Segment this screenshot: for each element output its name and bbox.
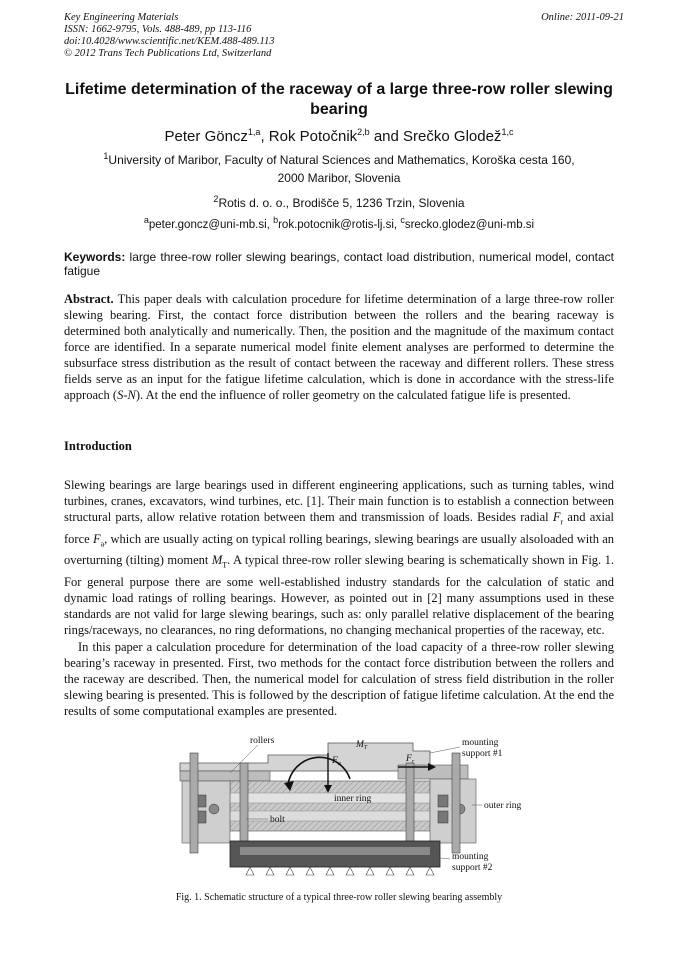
roller	[209, 804, 219, 814]
abstract-label: Abstract.	[64, 292, 114, 306]
bolt	[190, 753, 198, 853]
keywords-label: Keywords:	[64, 250, 126, 264]
label-fr: $F_r$	[406, 754, 415, 765]
keywords	[64, 250, 614, 278]
keywords-text: large three-row roller slewing bearings, contact load distribution, numerical model, contact fatigue	[64, 250, 615, 278]
author-name: Rok Potočnik	[268, 128, 358, 145]
label-mounting-2a: mounting	[452, 852, 489, 862]
email-link[interactable]: srecko.glodez@uni-mb.si	[404, 218, 535, 231]
intro-paragraph-2: In this paper a calculation procedure for determination of the load capacity of a three-row roller slewing bearing’s raceway in presented. First, two methods for the contact force distribution between the rollers and the raceway are described. Then, the numerical model for calculation of stress field distribution in the roller slewing bearing is presented. This is followed by the description of fatigue lifetime calculation. At the end the results of some computational examples are presented.	[64, 640, 614, 718]
mounting-support-1	[180, 743, 430, 771]
author-name: Peter Göncz	[164, 128, 248, 145]
issn-line: ISSN: 1662-9795, Vols. 488-489, pp 113-116	[64, 24, 252, 35]
roller	[438, 795, 448, 807]
label-mounting-1b: support #1	[462, 749, 503, 759]
section-heading: Introduction	[64, 439, 132, 453]
affiliation-1-city: 2000 Maribor, Slovenia	[277, 171, 401, 185]
paper-title: Lifetime determination of the raceway of a large three-row roller slewing bearing	[65, 81, 613, 118]
affiliation-1: $^1$University of Maribor, Faculty of Natural Sciences and Mathematics, Koroška cesta 160,	[103, 151, 575, 167]
copyright-line: © 2012 Trans Tech Publications Ltd, Switzerland	[64, 48, 272, 59]
ground-supports	[246, 867, 434, 875]
label-bolt: bolt	[270, 815, 285, 825]
email-list: $^a$peter.goncz@uni-mb.si, $^b$rok.potocnik@rotis-lj.si, $^c$srecko.glodez@uni-mb.si	[143, 215, 535, 231]
email-link[interactable]: peter.goncz@uni-mb.si,	[148, 218, 274, 231]
label-inner-ring: inner ring	[334, 794, 372, 804]
abstract: Abstract. This paper deals with calculation procedure for lifetime determination of a large three-row roller slewing bearing. First, the contact force distribution between the rollers and the bearing raceway is determined both analytically and numerically. Then, the position and the magnitude of the maximum contact force are identified. In a separate numerical model finite element analyses are performed to determine the subsurface stress distribution as the result of contact between the raceway and different rollers. These stress fields serve as an input for the fatigue lifetime calculation, which is done in accordance with the stress-life approach (S-N). At the end the influence of roller geometry on the calculated fatigue life is presented.	[64, 292, 614, 402]
label-mt: $M_T$	[356, 740, 368, 751]
doi-line: doi:10.4028/www.scientific.net/KEM.488-489.113	[64, 36, 275, 47]
label-fa: $F_a$	[332, 756, 341, 767]
label-outer-ring: outer ring	[484, 801, 522, 811]
author-sup: 1,c	[501, 127, 514, 137]
bearing-figure	[168, 733, 528, 888]
author-sup: 2,b	[357, 127, 370, 137]
intro-paragraph-1: Slewing bearings are large bearings used in different engineering applications, such as turning tables, wind turbines, cranes, excavators, wind turbines, etc. [1]. Their main function is to establish a connection between structural parts, allow relative rotation between them and transmission of loads. Besides radial $F_r$ and axial force $F_a$, which are usually acting on typical rolling bearings, slewing bearings are usually alsoloaded with an overturning (tilting) moment $M_T$. A typical three-row roller slewing bearing is schematically shown in Fig. 1. For general purpose there are some well-established industry standards for the calculation of static and dynamic load ratings of rolling bearings. However, as pointed out in [2] many assumptions used in these standards are not valid for large slewing bearings, such as: only parallel relative displacement of the bearing rings/raceways, no clearances, no ring deformations, no changing mechanical properties of the raceway, etc.	[64, 478, 615, 637]
figure-caption: Fig. 1. Schematic structure of a typical three-row roller slewing bearing assembly	[175, 892, 503, 903]
roller	[438, 811, 448, 823]
label-mounting-2b: support #2	[452, 863, 493, 873]
journal-name: Key Engineering Materials	[64, 12, 179, 23]
bolt	[452, 753, 460, 853]
author-name: Srečko Glodež	[403, 128, 502, 145]
label-mounting-1a: mounting	[462, 738, 499, 748]
author-list: Peter Göncz$^{1,a}$, Rok Potočnik$^{2,b}$ and Srečko Glodež$^{1,c}$	[164, 127, 514, 145]
affiliation-2: $^2$Rotis d. o. o., Brodišče 5, 1236 Trzin, Slovenia	[213, 194, 465, 210]
label-rollers: rollers	[250, 736, 275, 746]
email-link[interactable]: rok.potocnik@rotis-lj.si,	[278, 218, 401, 231]
online-date: Online: 2011-09-21	[541, 12, 624, 23]
author-sup: 1,a	[247, 127, 261, 137]
journal-header	[64, 12, 624, 60]
